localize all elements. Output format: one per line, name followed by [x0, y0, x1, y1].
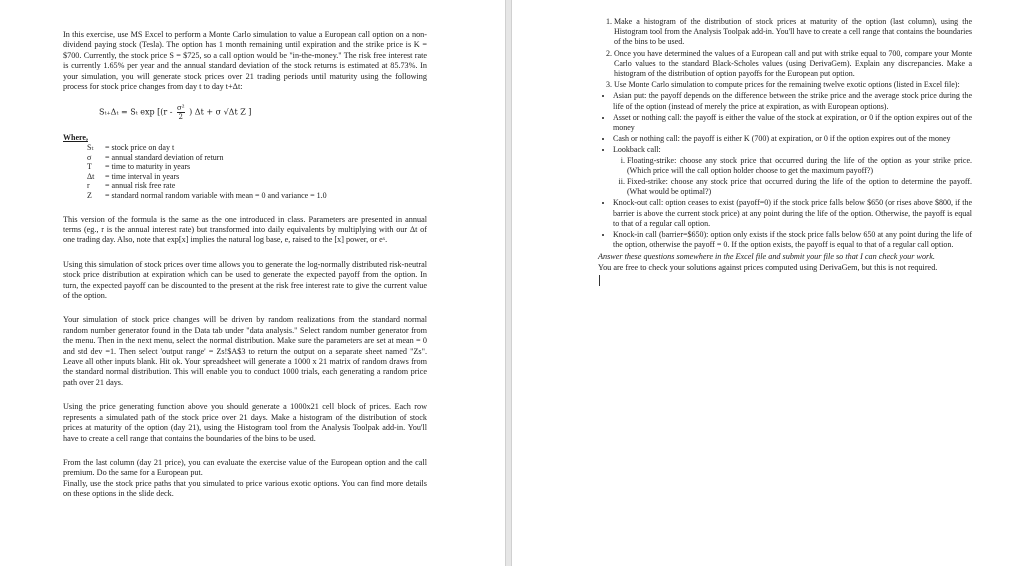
lookback-item: i. Floating-strike: choose any stock price that occurred during the life of the option as your strike price. (Which price will the call option holder choose to get the maximum payoff?) [627, 156, 972, 176]
definition-row: Z = standard normal random variable with mean = 0 and variance = 1.0 [87, 191, 327, 200]
exotic-options-paragraph: Finally, use the stock price paths that you simulated to price various exotic options. You can find more details on these options in the slide deck. [63, 478, 427, 499]
option-item: • Asian put: the payoff depends on the difference between the strike price and the average stock price during the life of the option (instead of merely the price at expiration, as with European options). [613, 91, 972, 111]
text-cursor [599, 275, 600, 286]
lookback-label: Lookback call: [613, 145, 661, 155]
option-item: • Cash or nothing call: the payoff is either K (700) at expiration, or 0 if the option expires out of the money [613, 134, 972, 144]
question-item: 2. Once you have determined the values of a European call and put with strike equal to 700, compare your Monte Carlo values to the standard Black-Scholes values (using DerivaGem). Explain any discrepancies. Make a histogram of the distribution of option payoffs for the European put option. [614, 49, 972, 80]
page-gutter [505, 0, 512, 566]
question-list [598, 17, 972, 90]
definitions-list [63, 133, 427, 200]
derivagem-note: You are free to check your solutions against prices computed using DerivaGem, but this is not required. [598, 262, 938, 272]
random-generator-paragraph: Your simulation of stock price changes will be driven by random realizations from the standard normal random number generator found in the Data tab under "data analysis." Select random number generator from the menu. Then in the next menu, select the normal distribution. Make sure the parameters are set at mean = 0 and std dev =1. Then select 'output range' = Zs!$A$3 to return the output on a separate sheet named "Zs". Leave all other inputs blank. Hit ok. Your spreadsheet will generate a 1000 x 21 matrix of random draws from the standard normal distribution. This will enable you to conduct 1000 trials, each generating a random price path over 21 days. [63, 315, 427, 387]
lookback-sublist [613, 156, 972, 198]
simulation-paragraph: Using this simulation of stock prices over time allows you to generate the log-normally distributed risk-neutral stock price distribution at expiration which can be used to generate the expected payoff from the option. In turn, the expected payoff can be discounted to the present at the risk free interest rate to give the current value of the option. [63, 259, 427, 301]
option-item: • Asset or nothing call: the payoff is either the value of the stock at expiration, or 0 if the option expires out of the money [613, 113, 972, 133]
formula-notes-paragraph: This version of the formula is the same as the one introduced in class. Parameters are presented in annual terms (eg., r is the annual interest rate) but transformed into daily equivalents by multiplying with our Δt of one trading day. Also, note that exp[x] implies the natural log base, e, raised to the [x] power, or eˣ. [63, 214, 427, 245]
submission-note: Answer these questions somewhere in the Excel file and submit your file so that I can check your work. [598, 252, 935, 262]
exercise-value-paragraph: From the last column (day 21 price), you can evaluate the exercise value of the European option and the call premium. Do the same for a European put. [63, 457, 427, 478]
definition-row: T = time to maturity in years [87, 162, 191, 172]
lookback-item: ii. Fixed-strike: choose any stock price that occurred during the life of the option to determine the payoff. (What would be optimal?) [627, 177, 972, 197]
formula-fraction [177, 104, 185, 121]
left-document-page [0, 0, 505, 566]
formula-denominator: 2 [178, 113, 184, 122]
formula-lhs: Sₜ₊Δₜ = Sₜ exp [(r - [99, 107, 173, 117]
question-item: 1. Make a histogram of the distribution of stock prices at maturity of the option (last column), using the Histogram tool from the Analysis Toolpak add-in. You'll have to create a cell range that contains the boundaries of the bins to be used. [614, 17, 972, 48]
definition-row: r = annual risk free rate [87, 181, 176, 191]
definition-row: Sₜ = stock price on day t [87, 143, 175, 153]
stock-price-formula [99, 104, 427, 121]
definition-row: σ = annual standard deviation of return [87, 152, 224, 162]
option-item: • Knock-in call (barrier=$650): option only exists if the stock price falls below 650 at any point during the life of the option, otherwise the payoff = 0. If the option exists, the payoff is equal to that of a regular call option. [613, 230, 972, 250]
definition-row: Δt = time interval in years [87, 171, 180, 181]
exotic-options-list [598, 91, 972, 250]
formula-rhs: ) Δt + σ √Δt Z ] [189, 107, 252, 117]
intro-paragraph: In this exercise, use MS Excel to perform a Monte Carlo simulation to value a European call option on a non-dividend paying stock (Tesla). The option has 1 month remaining until expiration and the strike price is K = $700. Currently, the stock price S = $725, so a call option would be "in-the-money." The risk free interest rate is currently 1.65% per year and the annual standard deviation of the stock returns is estimated at 85.73%. In your simulation, you will generate stock prices over 21 trading periods until maturity using the following process for stock price changes from day t to day t+Δt: [63, 30, 427, 92]
right-document-page [512, 0, 1024, 566]
option-item: • Knock-out call: option ceases to exist (payoff=0) if the stock price falls below $650 (or rises above $800, if the barrier is above the current stock price) at any point during the life of the option. Otherwise, the payoff is equal to that of a regular call option. [613, 198, 972, 229]
formula-numerator: σ² [176, 104, 185, 113]
where-label: Where, [63, 133, 88, 143]
histogram-paragraph: Using the price generating function above you should generate a 1000x21 cell block of prices. Each row represents a simulated path of the stock price over 21 days. Make a histogram of the distribution of stock prices at maturity of the option (day 21), using the Histogram tool from the Analysis Toolpak add-in. You'll have to create a cell range that contains the boundaries of the bins to be used. [63, 402, 427, 443]
option-item [613, 145, 972, 197]
question-item: 3. Use Monte Carlo simulation to compute prices for the remaining twelve exotic options (listed in Excel file): [614, 80, 972, 90]
